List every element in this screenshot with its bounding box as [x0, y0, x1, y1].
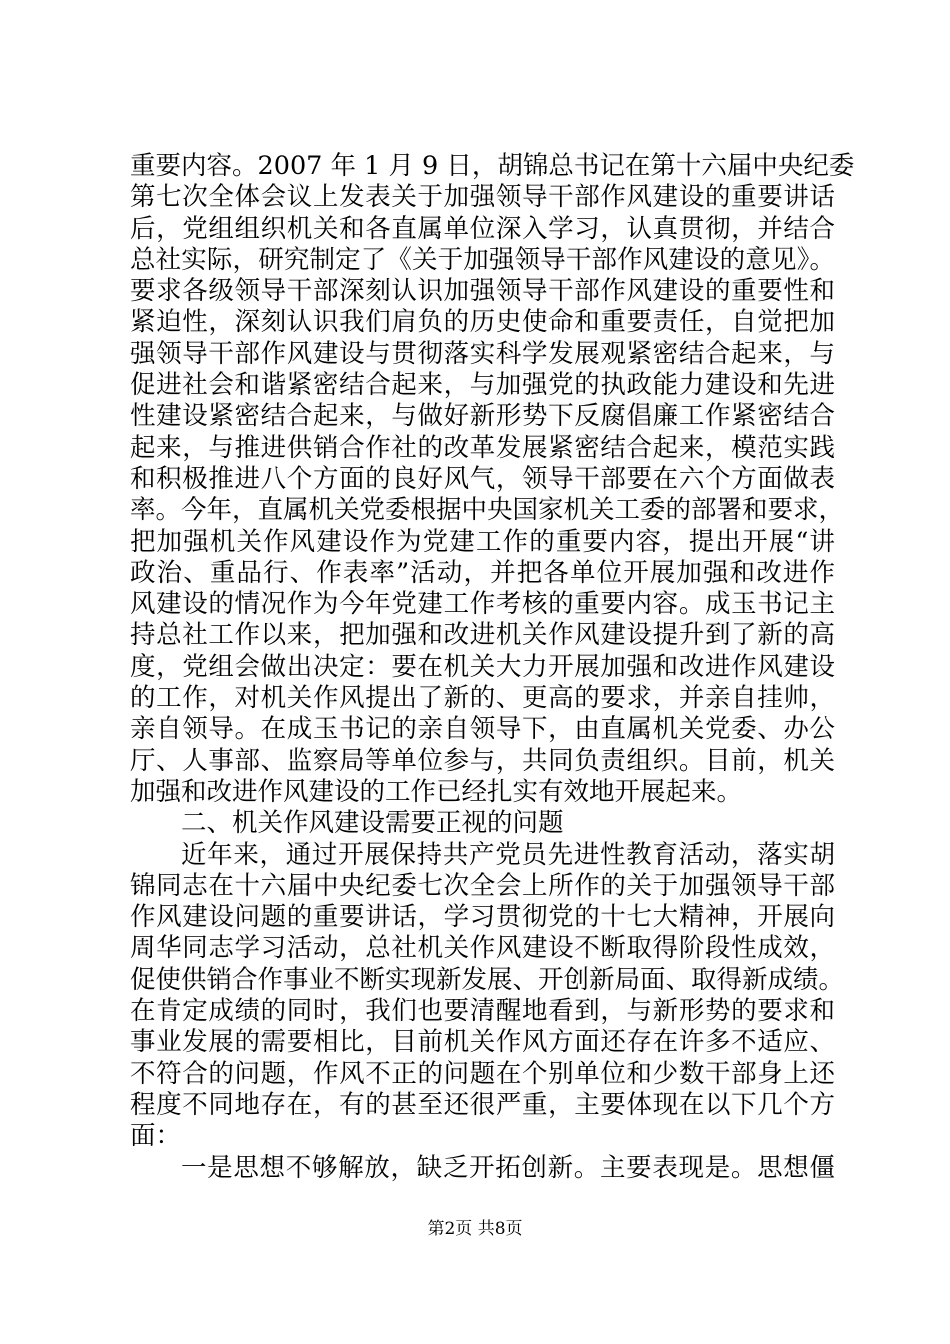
text-line: 性建设紧密结合起来，与做好新形势下反腐倡廉工作紧密结合 — [130, 401, 835, 432]
text-line: 不符合的问题，作风不正的问题在个别单位和少数干部身上还 — [130, 1058, 835, 1089]
text-line: 第七次全体会议上发表关于加强领导干部作风建设的重要讲话 — [130, 182, 835, 213]
text-line: 锦同志在十六届中央纪委七次全会上所作的关于加强领导干部 — [130, 870, 835, 901]
text-line: 促进社会和谐紧密结合起来，与加强党的执政能力建设和先进 — [130, 370, 835, 401]
paragraph-first-line: 近年来，通过开展保持共产党员先进性教育活动，落实胡 — [181, 839, 835, 870]
text-line: 作风建设问题的重要讲话，学习贯彻党的十七大精神，开展向 — [130, 902, 835, 933]
text-line: 总社实际，研究制定了《关于加强领导干部作风建设的意见》。 — [130, 244, 835, 275]
page-footer — [0, 1218, 950, 1240]
paragraph-first-line: 一是思想不够解放，缺乏开拓创新。主要表现是。思想僵 — [181, 1152, 835, 1183]
text-line: 要求各级领导干部深刻认识加强领导干部作风建设的重要性和 — [130, 276, 835, 307]
text-line: 在肯定成绩的同时，我们也要清醒地看到，与新形势的要求和 — [130, 996, 835, 1027]
text-line: 面： — [130, 1121, 182, 1152]
text-line: 政治、重品行、作表率”活动，并把各单位开展加强和改进作 — [130, 557, 835, 588]
text-line: 紧迫性，深刻认识我们肩负的历史使命和重要责任，自觉把加 — [130, 307, 835, 338]
text-line: 持总社工作以来，把加强和改进机关作风建设提升到了新的高 — [130, 620, 835, 651]
text-line: 后，党组组织机关和各直属单位深入学习，认真贯彻，并结合 — [130, 213, 835, 244]
page-number-label: 第2页 共8页 — [427, 1219, 523, 1239]
text-line: 和积极推进八个方面的良好风气，领导干部要在六个方面做表 — [130, 463, 835, 494]
text-line: 率。今年，直属机关党委根据中央国家机关工委的部署和要求， — [130, 495, 845, 526]
text-line: 的工作，对机关作风提出了新的、更高的要求，并亲自挂帅， — [130, 683, 835, 714]
text-line: 加强和改进作风建设的工作已经扎实有效地开展起来。 — [130, 776, 743, 807]
text-line: 强领导干部作风建设与贯彻落实科学发展观紧密结合起来，与 — [130, 338, 835, 369]
document-body — [130, 151, 855, 1184]
text-line: 程度不同地存在，有的甚至还很严重，主要体现在以下几个方 — [130, 1089, 835, 1120]
text-line: 重要内容。2007 年 1 月 9 日，胡锦总书记在第十六届中央纪委 — [130, 151, 855, 181]
text-line: 风建设的情况作为今年党建工作考核的重要内容。成玉书记主 — [130, 589, 835, 620]
text-line: 度，党组会做出决定：要在机关大力开展加强和改进作风建设 — [130, 651, 835, 682]
section-heading: 二、机关作风建设需要正视的问题 — [181, 808, 564, 839]
text-line: 起来，与推进供销合作社的改革发展紧密结合起来，模范实践 — [130, 432, 835, 463]
text-line: 厅、人事部、监察局等单位参与，共同负责组织。目前，机关 — [130, 745, 835, 776]
text-line: 促使供销合作事业不断实现新发展、开创新局面、取得新成绩。 — [130, 964, 845, 995]
text-line: 事业发展的需要相比，目前机关作风方面还存在许多不适应、 — [130, 1027, 835, 1058]
text-line: 亲自领导。在成玉书记的亲自领导下，由直属机关党委、办公 — [130, 714, 835, 745]
text-line: 把加强机关作风建设作为党建工作的重要内容，提出开展“讲 — [130, 526, 835, 557]
text-line: 周华同志学习活动，总社机关作风建设不断取得阶段性成效， — [130, 933, 835, 964]
